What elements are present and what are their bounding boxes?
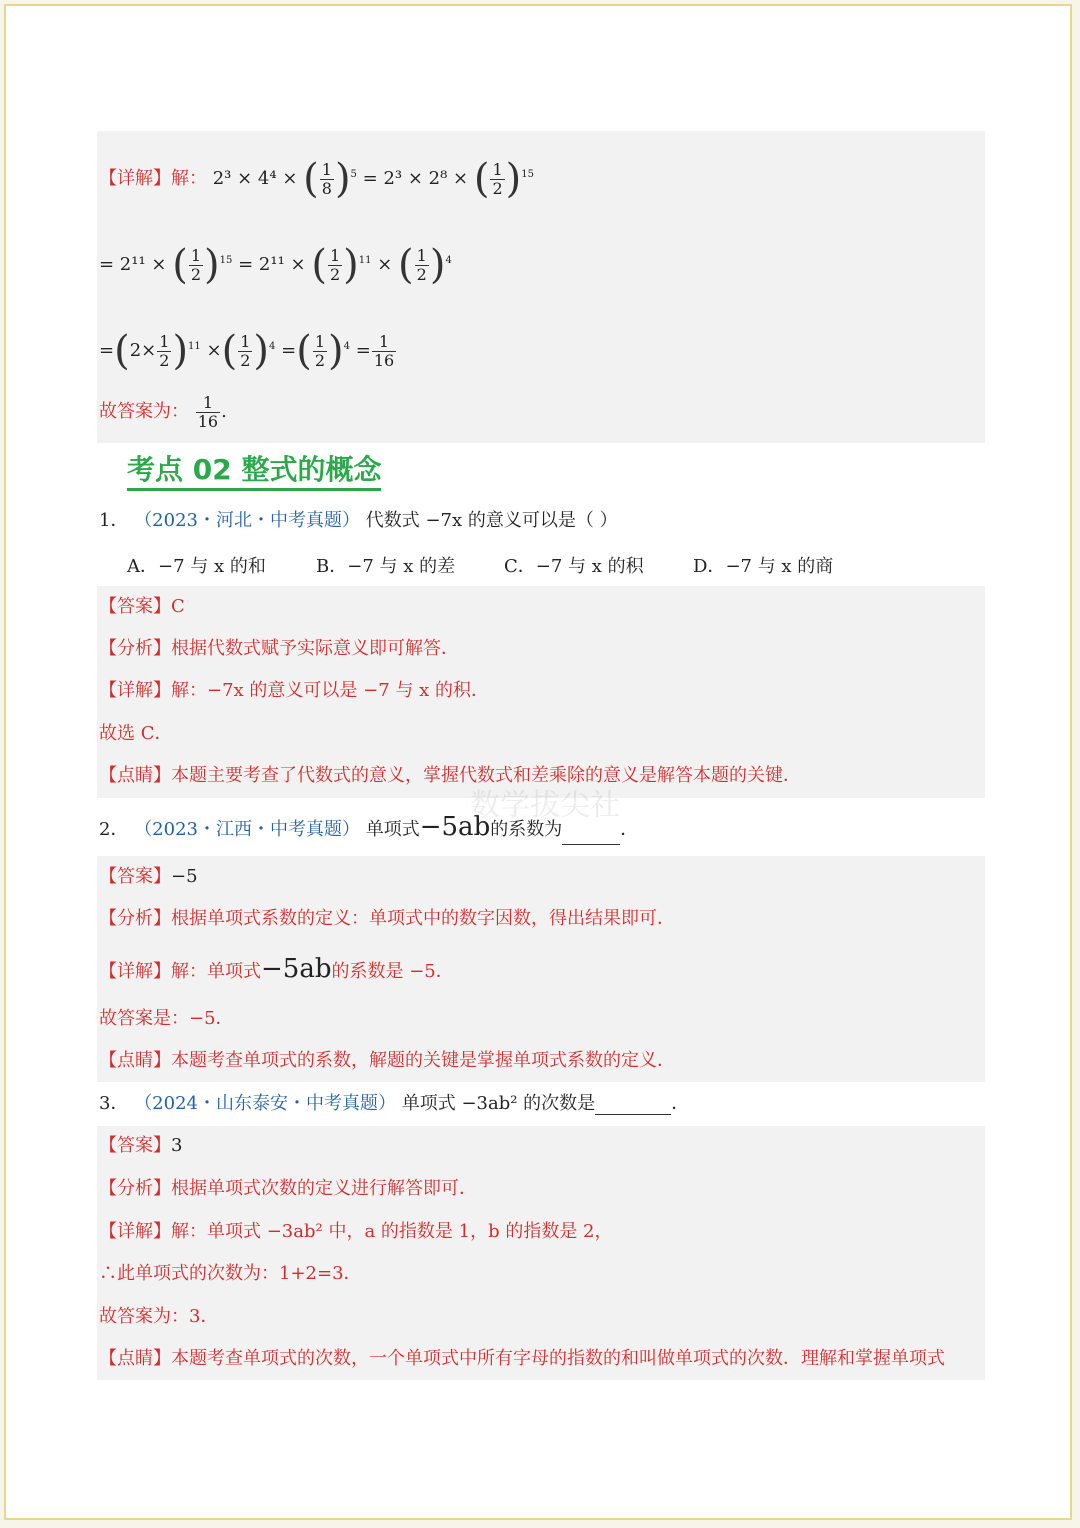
eq1-lhs: 2³ × 4⁴ × [212, 168, 298, 189]
solution-label: 解： [171, 168, 207, 189]
result-fraction: $\frac{1}{16}$ [373, 331, 395, 370]
fraction-1-8: $\frac{1}{8}$ [321, 159, 332, 198]
question-1-source: （2023・河北・中考真题） [134, 510, 360, 531]
q2-analysis: 【分析】根据单项式系数的定义：单项式中的数字因数，得出结果即可． [99, 908, 675, 929]
watermark: 数学拔尖社 [470, 788, 620, 823]
q1-comment: 【点睛】本题主要考查了代数式的意义，掌握代数式和差乘除的意义是解答本题的关键． [99, 765, 801, 786]
section-title: 考点 02 整式的概念 [127, 454, 381, 491]
q2-comment: 【点睛】本题考查单项式的系数，解题的关键是掌握单项式系数的定义． [99, 1050, 675, 1071]
detail-line-1: 【详解】解： 2³ × 4⁴ × ( $\frac{1}{8}$ )$^5$ = 2³ × 2⁸ × ( $\frac{1}{2}$ )$^{15}$ [99, 156, 534, 202]
detail-line-3: =(2× $\frac{1}{2}$ )$^{11}$ ×( $\frac{1}{2}$ )$^4$ =( $\frac{1}{2}$ )$^4$ = $\frac{1}{16}$ [99, 328, 395, 374]
question-3-source: （2024・山东泰安・中考真题） [134, 1093, 396, 1114]
q3-blank [595, 1096, 671, 1115]
q2-conclusion: 故答案是：−5． [99, 1008, 234, 1029]
q3-therefore: ∴此单项式的次数为：1+2=3． [99, 1263, 362, 1284]
option-a: A．−7 与 x 的和 [127, 556, 266, 577]
eq1-rhs: = 2³ × 2⁸ × [362, 168, 469, 189]
question-1-text: 代数式 −7x 的意义可以是（ ） [365, 510, 618, 531]
question-1: 1． （2023・河北・中考真题） 代数式 −7x 的意义可以是（ ） [99, 510, 618, 531]
q1-analysis: 【分析】根据代数式赋予实际意义即可解答． [99, 638, 459, 659]
q3-analysis: 【分析】根据单项式次数的定义进行解答即可． [99, 1178, 477, 1199]
question-3: 3． （2024・山东泰安・中考真题） 单项式 −3ab² 的次数是 ． [99, 1093, 690, 1114]
answer-fraction: $\frac{1}{16}$ [197, 392, 219, 431]
q1-detail: 【详解】解：−7x 的意义可以是 −7 与 x 的积． [99, 680, 489, 701]
question-2-source: （2023・江西・中考真题） [134, 819, 360, 840]
q2-detail: 【详解】解：单项式−5ab的系数是 −5． [99, 954, 454, 984]
q3-comment: 【点睛】本题考查单项式的次数，一个单项式中所有字母的指数的和叫做单项式的次数．理解和掌握单项式 [99, 1348, 945, 1369]
q1-answer: 【答案】C [99, 596, 185, 617]
q3-conclusion: 故答案为：3． [99, 1306, 219, 1327]
option-b: B．−7 与 x 的差 [316, 556, 456, 577]
detail-line-2: = 2¹¹ × ( $\frac{1}{2}$ )$^{15}$ = 2¹¹ × ( $\frac{1}{2}$ )$^{11}$ × ( $\frac{1}{2}$ )$^4$ [99, 242, 452, 288]
q1-conclusion: 故选 C． [99, 723, 173, 744]
q2-answer: 【答案】−5 [99, 866, 198, 887]
fraction-1-2: $\frac{1}{2}$ [492, 159, 503, 198]
detail-tag: 【详解】 [99, 168, 171, 189]
solution-block-q3 [97, 1126, 985, 1380]
answer-prefix: 故答案为： [99, 401, 189, 422]
q3-answer: 【答案】3 [99, 1135, 183, 1156]
option-c: C．−7 与 x 的积 [504, 556, 644, 577]
question-2: 2． （2023・江西・中考真题） 单项式−5ab的系数为 ． [99, 812, 638, 842]
q3-detail: 【详解】解：单项式 −3ab² 中，a 的指数是 1，b 的指数是 2， [99, 1221, 613, 1242]
option-d: D．−7 与 x 的商 [693, 556, 834, 577]
q2-expression: −5ab [419, 812, 491, 842]
q2-blank [562, 826, 620, 845]
answer-line-1: 故答案为： $\frac{1}{16}$ . [99, 392, 227, 431]
